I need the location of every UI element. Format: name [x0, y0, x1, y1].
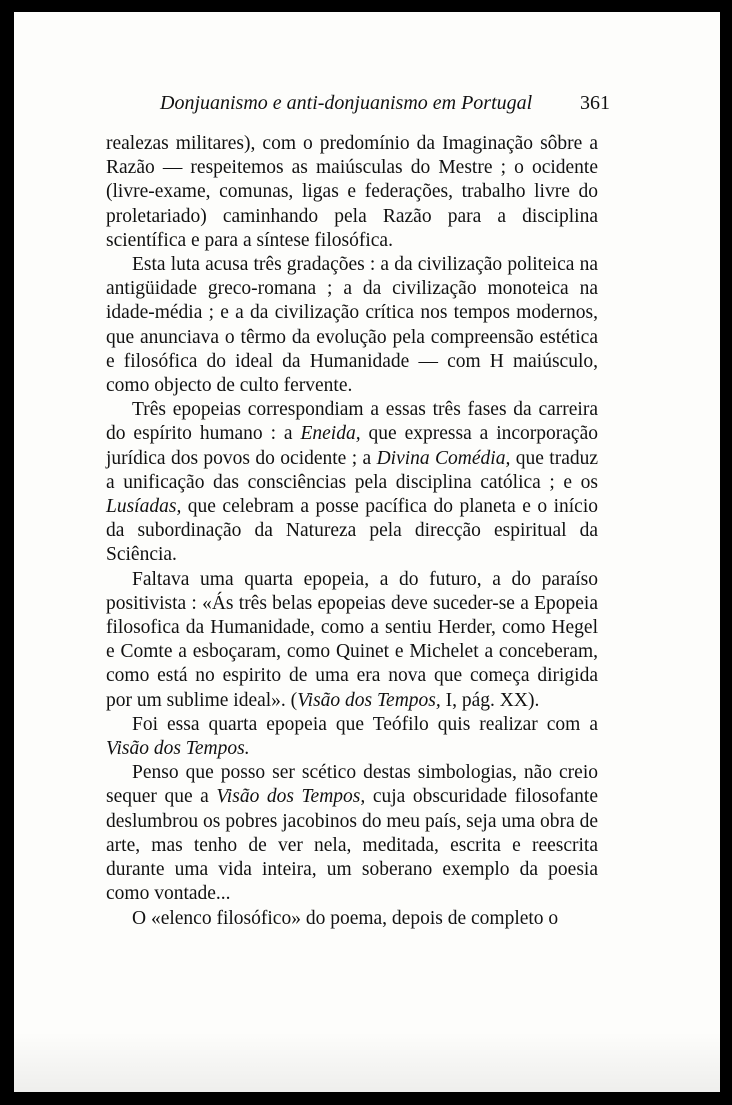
text-run: Esta luta acusa três gradações : a da civilização politeica na antigüidade greco-romana ; a da civilização monoteica na idade-média ; e a da civilização crítica nos tempos modernos, que anunciava o têrmo da evolução pela compreensão estética e filosófica do ideal da Humanidade — com H maiúsculo, como objecto de culto fervente.: [106, 254, 598, 397]
text-run: que expressa a incorporação jurídica dos povos do ocidente ; a: [106, 423, 598, 469]
running-title: Donjuanismo e anti-donjuanismo em Portugal: [160, 92, 533, 114]
paragraph: [106, 398, 598, 567]
text-run: que traduz a unificação das consciências pela disciplina católica ; e os: [106, 447, 598, 493]
paragraph: [106, 761, 598, 906]
body-text: [106, 132, 598, 931]
book-page: [14, 12, 720, 1092]
paragraph: [106, 253, 598, 398]
page-number: 361: [580, 92, 610, 114]
italic-title: Lusíadas,: [106, 496, 182, 518]
text-run: que celebram a posse pacífica do planeta e o início da subordinação da Natureza pela direcção espiritual da Sciência.: [106, 496, 598, 566]
running-header: [160, 92, 610, 122]
text-run: Três epopeias correspondiam a essas três fases da carreira do espírito humano : a: [106, 399, 598, 445]
italic-title: Divina Comédia,: [376, 447, 511, 469]
paragraph: [106, 132, 598, 253]
text-run: Penso que posso ser scético destas simbologias, não creio sequer que a: [106, 762, 598, 808]
text-run: realezas militares), com o predomínio da Imaginação sôbre a Razão — respeitemos as maiúsculas do Mestre ; o ocidente (livre-exame, comunas, ligas e federações, trabalho livre do proletariado) caminhando pela Razão para a disciplina scientífica e para a síntese filosófica.: [106, 133, 598, 251]
italic-title: Visão dos Tempos,: [216, 786, 366, 808]
italic-title: Visão dos Tempos.: [106, 738, 250, 760]
italic-title: Visão dos Tempos,: [297, 689, 441, 711]
paragraph: [106, 713, 598, 761]
text-run: Faltava uma quarta epopeia, a do futuro, a do paraíso positivista : «Ás três belas epopeias deve suceder-se a Epopeia filosofica da Humanidade, como a sentiu Herder, como Hegel e Comte a esboçaram, como Quinet e Michelet a conceberam, como está no espirito de uma era nova que começa dirigida por um sublime ideal». (: [106, 568, 598, 711]
text-run: cuja obscuridade filosofante deslumbrou os pobres jacobinos do meu país, seja uma obra de arte, mas tenho de ver nela, meditada, escrita e reescrita durante uma vida inteira, um soberano exemplo da poesia como vontade...: [106, 786, 598, 905]
paragraph: [106, 907, 598, 931]
text-run: O «elenco filosófico» do poema, depois de completo o: [132, 907, 559, 929]
italic-title: Eneida,: [300, 423, 361, 445]
paragraph: [106, 568, 598, 713]
text-run: I, pág. XX).: [440, 689, 540, 711]
text-run: Foi essa quarta epopeia que Teófilo quis realizar com a: [132, 713, 598, 735]
scan-shadow: [14, 1032, 720, 1092]
